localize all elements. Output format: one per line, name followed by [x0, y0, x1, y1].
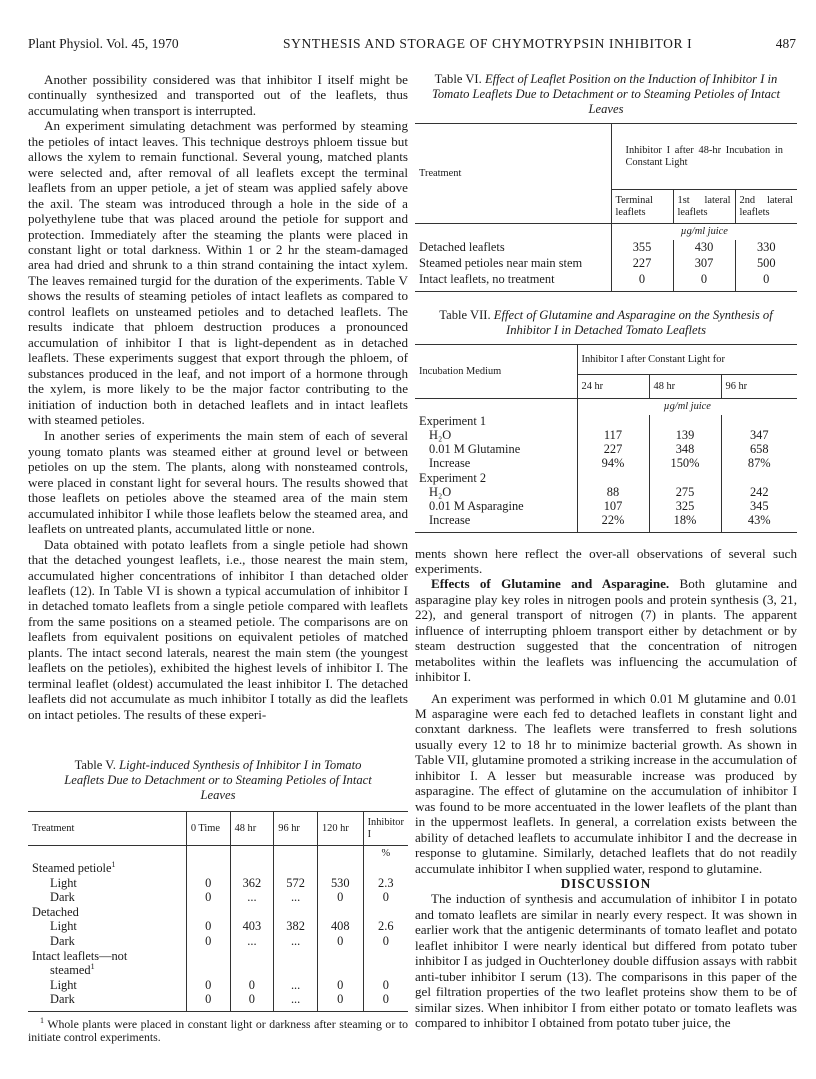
- table-cell: [649, 471, 721, 485]
- row-label: [28, 891, 186, 906]
- col-header: 48 hr: [230, 812, 274, 846]
- caption-text: Effect of Leaflet Position on the Induction of Inhibitor I in Tomato Leaflets Due to Detachment or to Steaming Petioles of Intact Leaves: [432, 72, 780, 116]
- paragraph-text: Both glutamine and asparagine play key roles in nitrogen pools and protein synthesis (3, 21, 22), and general transport of nitrogen (7) in plants. The apparent influence of interrupting phloem transport either by detachment or by steam destruction suggested that the concentration of nitrogen metabolites within the leaflets was influencing the accumulation of inhibitor I.: [415, 576, 797, 685]
- table-cell: [649, 415, 721, 429]
- table-vii: [415, 308, 797, 533]
- table-cell: 18%: [649, 514, 721, 528]
- group-header: Inhibitor I after 48-hr Incubation in Constant Light: [611, 124, 797, 190]
- row-label-text: Steamed petiole: [32, 861, 112, 876]
- table-cell: [186, 964, 230, 979]
- row-label: Detached leaflets: [419, 239, 505, 254]
- table-cell: 88: [577, 485, 649, 499]
- table-cell: 330: [735, 240, 797, 256]
- table-cell: 0: [363, 993, 408, 1008]
- table-cell: ...: [274, 993, 318, 1008]
- right-text: [415, 546, 797, 1031]
- row-label: H₂O: [429, 427, 452, 442]
- table-cell: 658: [721, 443, 797, 457]
- row-label-text: Intact leaflets—not: [32, 948, 128, 963]
- table-vi: [415, 72, 797, 292]
- col-header: Terminal leaflets: [611, 190, 673, 224]
- left-column: [28, 72, 408, 1045]
- table-vii-grid: [415, 344, 797, 533]
- table-cell: 0: [317, 993, 363, 1008]
- table-row: [28, 935, 408, 950]
- col-header: 48 hr: [649, 375, 721, 399]
- table-cell: [274, 964, 318, 979]
- table-cell: 94%: [577, 457, 649, 471]
- table-cell: 0: [673, 272, 735, 288]
- row-label: [28, 978, 186, 993]
- row-label: H₂O: [429, 484, 452, 499]
- table-row: [28, 920, 408, 935]
- table-row: [415, 429, 797, 443]
- table-cell: 0: [186, 978, 230, 993]
- table-cell: [363, 964, 408, 979]
- row-label: 0.01 M Glutamine: [429, 442, 521, 457]
- table-cell: [363, 905, 408, 920]
- paragraph: In another series of experiments the main stem of each of several young tomato plants was steamed either at ground level or between petioles on up the stem. The plants, along with nonsteamed controls, were placed in constant light for several hours. The results showed that those leaflets on petioles above the steamed area of the main stem accumulated inhibitor I while those leaflets below the steamed area, and leaflets on untreated plants, accumulated little or none.: [28, 428, 408, 537]
- table-cell: ...: [274, 891, 318, 906]
- caption-text: Effect of Glutamine and Asparagine on the Synthesis of Inhibitor I in Detached Tomato Leaflets: [493, 308, 773, 337]
- col-header: 2nd lateral leaflets: [735, 190, 797, 224]
- table-cell: 572: [274, 876, 318, 891]
- row-label-text: Light: [50, 977, 77, 992]
- table-cell: 408: [317, 920, 363, 935]
- table-cell: ...: [230, 935, 274, 950]
- table-cell: 0: [186, 891, 230, 906]
- section-heading: Effects of Glutamine and Asparagine.: [431, 576, 670, 592]
- col-header: 96 hr: [274, 812, 318, 846]
- table-cell: 150%: [649, 457, 721, 471]
- footnote-text: Whole plants were placed in constant light or darkness after steaming or to initiate control experiments.: [28, 1016, 409, 1045]
- table-cell: [363, 862, 408, 877]
- table-cell: 0: [186, 935, 230, 950]
- table-row: [415, 457, 797, 471]
- running-title: SYNTHESIS AND STORAGE OF CHYMOTRYPSIN INHIBITOR I: [283, 36, 693, 51]
- table-cell: 530: [317, 876, 363, 891]
- table-cell: [230, 905, 274, 920]
- table-cell: [317, 905, 363, 920]
- table-cell: 0: [317, 978, 363, 993]
- table-cell: 325: [649, 500, 721, 514]
- table-row: [28, 876, 408, 891]
- table-cell: 139: [649, 429, 721, 443]
- col-header: 96 hr: [721, 375, 797, 399]
- row-label: [28, 993, 186, 1008]
- row-label: Intact leaflets, no treatment: [419, 271, 555, 286]
- col-header: Treatment: [32, 822, 75, 834]
- table-cell: 403: [230, 920, 274, 935]
- table-row: [28, 993, 408, 1008]
- table-cell: 107: [577, 500, 649, 514]
- table-cell: 275: [649, 485, 721, 499]
- table-cell: 0: [186, 993, 230, 1008]
- table-cell: ...: [274, 935, 318, 950]
- row-label-text: Dark: [50, 890, 75, 905]
- row-label: Experiment 2: [419, 470, 487, 485]
- footnote-ref: 1: [90, 962, 95, 972]
- table-cell: 307: [673, 256, 735, 272]
- row-label: [28, 876, 186, 891]
- table-cell: 430: [673, 240, 735, 256]
- caption-label: Table VI.: [434, 72, 482, 86]
- footnote-ref: 1: [111, 859, 116, 869]
- caption-label: Table VII.: [439, 308, 491, 322]
- footnote-mark: 1: [40, 1016, 44, 1026]
- table-cell: 0: [735, 272, 797, 288]
- col-header: Treatment: [415, 124, 611, 224]
- table-cell: [721, 471, 797, 485]
- row-label: Increase: [429, 513, 471, 528]
- paragraph: An experiment was performed in which 0.01 M glutamine and 0.01 M asparagine were each fed to detached leaflets in constant light and conxtant darkness. The leaflets were transferred to fresh solutions usually every 12 to 18 hr to minimize bacterial growth. As shown in Table VII, glutamine promoted a striking increase in the accumulation of inhibitor I. A lesser but measurable increase was produced by asparagine. The effect of glutamine on the accumulation of inhibitor I was found to be more accentuated in the lower leaflets of the plant than in the uppermost leaflets. In general, a correlation exists between the ability of detached leaflets to accumulate inhibitor I and the decrease in response to glutamine. Similarly, detached leaflets that do not readily accumulate inhibitor I when supplied water, respond to glutamine.: [415, 690, 797, 876]
- row-label-text: Light: [50, 919, 77, 934]
- table-row: [28, 862, 408, 877]
- table-v-caption: [28, 758, 408, 803]
- table-cell: 348: [649, 443, 721, 457]
- table-row: [415, 514, 797, 528]
- table-cell: 362: [230, 876, 274, 891]
- table-cell: 0: [363, 891, 408, 906]
- caption-label: Table V.: [74, 758, 116, 773]
- table-vii-caption: [415, 308, 797, 338]
- caption-text: Light-induced Synthesis of Inhibitor I in Tomato Leaflets Due to Detachment or to Steaming Petioles of Intact Leaves: [64, 758, 372, 803]
- table-cell: 345: [721, 500, 797, 514]
- table-cell: 0: [363, 935, 408, 950]
- row-label: [28, 859, 186, 877]
- page-number: 487: [775, 36, 796, 51]
- table-vi-grid: [415, 123, 797, 292]
- table-row: [415, 415, 797, 429]
- col-header: Incubation Medium: [415, 345, 577, 399]
- table-row: [415, 272, 797, 288]
- paragraph: ments shown here reflect the over-all observations of several such experiments.: [415, 545, 797, 576]
- table-row: [28, 949, 408, 964]
- table-cell: [274, 862, 318, 877]
- paragraph: Another possibility considered was that inhibitor I itself might be continually synthesized and transported out of the leaflets, thus accumulating when transport is interrupted.: [28, 72, 408, 118]
- table-cell: [186, 862, 230, 877]
- paragraph: [415, 576, 797, 684]
- row-label-text: Dark: [50, 934, 75, 948]
- table-cell: 43%: [721, 514, 797, 528]
- table-vi-caption: [415, 72, 797, 117]
- table-cell: 0: [317, 891, 363, 906]
- paragraph: Data obtained with potato leaflets from a single petiole had shown that the detached youngest leaflets, i.e., those nearest the main stem, accumulated higher concentrations of inhibitor I than detached older leaflets (12). In Table VI is shown a typical accumulation of inhibitor I in detached tomato leaflets from a single petiole compared with leaflets from the same positions on a steamed petiole. The comparisons are on leaflets from equivalent positions on equivalent petioles of matched plants. The intact second laterals, nearest the main stem (the youngest leaflets on the petioles), exhibited the highest levels of inhibitor I. The terminal leaflet (oldest) accumulated the least inhibitor I. The detached leaflets did not accumulate as much inhibitor I totally as did the leaflets on intact petioles. The results of these experi-: [28, 536, 408, 722]
- table-cell: 242: [721, 485, 797, 499]
- table-cell: [186, 949, 230, 964]
- journal-citation: Plant Physiol. Vol. 45, 1970: [28, 36, 179, 51]
- table-cell: 355: [611, 240, 673, 256]
- table-cell: [186, 905, 230, 920]
- row-label: [28, 949, 186, 964]
- table-row: [415, 485, 797, 499]
- row-label-text: Detached: [32, 904, 79, 919]
- right-column: [415, 72, 797, 1031]
- paragraph: The induction of synthesis and accumulation of inhibitor I in potato and tomato leaflets are similar in nearly every respect. It was shown in earlier work that the antigenic determinants of tomato leaflet and potato leaflet inhibitor I were nearly identical but differed from potato tuber inhibitor I as judged in Ouchterloney double diffusion assays with rabbit anti-tuber inhibitor I serum (13). The comparisons in this paper of the gel filtration properties of the two leaflet proteins show them to be of similar sizes. When inhibitor I from either potato or tomato leaflets was compared to inhibitor I obtained from potato tuber juice, the: [415, 891, 797, 1031]
- row-label: Experiment 1: [419, 413, 487, 428]
- table-cell: [274, 949, 318, 964]
- table-row: [28, 905, 408, 920]
- table-cell: 0: [611, 272, 673, 288]
- page-header: [28, 36, 796, 54]
- table-cell: 347: [721, 429, 797, 443]
- col-header: 1st lateral leaflets: [673, 190, 735, 224]
- table-cell: ...: [230, 891, 274, 906]
- table-cell: [317, 964, 363, 979]
- table-cell: 2.6: [363, 920, 408, 935]
- table-cell: [230, 949, 274, 964]
- table-row: [415, 443, 797, 457]
- unit-label: µg/ml juice: [611, 224, 797, 240]
- paragraph: An experiment simulating detachment was performed by steaming the petioles of intact leaves. This technique destroys phloem tissue but allows the xylem to remain functional. Several young, matched plants were selected and, after removal of all leaflets except the terminal leaflets from an upper petiole, a jet of steam was applied safely above the axil. The steam was introduced through a hole in the side of a polyethylene tube that was placed around the petiole for support and protection. Immediately after the steaming the plants were placed in constant light or total darkness. Within 1 or 2 hr the steam-damaged area had dried and shrunk to a thin strand containing the intact xylem. The leaves remained turgid for the duration of the experiments. Table V shows the results of steaming petioles of intact leaflets as compared to control leaflets on unsteamed petioles and to detached leaflets. The results indicate that phloem destruction produces a pronounced accumulation of inhibitor I that is light-dependent as in detached leaflets. These experiments suggest that export through the phloem, of substances produced in the leaf, and not import of a hormone through the xylem, is more likely to be the major factor contributing to the initiation of induction both in detached leaflets and in intact leaflets with steamed petioles.: [28, 118, 408, 427]
- col-header: 0 Time: [186, 812, 230, 846]
- col-header: Inhibitor I: [363, 812, 408, 846]
- table-cell: [363, 949, 408, 964]
- col-header: 24 hr: [577, 375, 649, 399]
- table-cell: 0: [230, 993, 274, 1008]
- row-label-text: Light: [50, 875, 77, 890]
- row-label: [28, 964, 186, 979]
- table-cell: [230, 964, 274, 979]
- table-row: [415, 240, 797, 256]
- table-cell: 0: [317, 935, 363, 950]
- discussion-heading: DISCUSSION: [560, 876, 652, 892]
- table-cell: [317, 862, 363, 877]
- row-label: Increase: [429, 456, 471, 471]
- table-cell: 87%: [721, 457, 797, 471]
- col-header: 120 hr: [317, 812, 363, 846]
- table-row: [415, 256, 797, 272]
- table-cell: 0: [186, 920, 230, 935]
- table-row: [28, 964, 408, 979]
- table-cell: ...: [274, 978, 318, 993]
- table-v: [28, 758, 408, 1045]
- table-cell: [230, 862, 274, 877]
- row-label: [28, 905, 186, 920]
- table-cell: 500: [735, 256, 797, 272]
- table-cell: 22%: [577, 514, 649, 528]
- row-label-text: Dark: [50, 992, 75, 1007]
- unit-label: µg/ml juice: [577, 399, 797, 415]
- table-cell: 0: [230, 978, 274, 993]
- group-header: Inhibitor I after Constant Light for: [577, 345, 797, 375]
- table-cell: 227: [577, 443, 649, 457]
- table-cell: 382: [274, 920, 318, 935]
- table-row: [415, 471, 797, 485]
- row-label: Steamed petioles near main stem: [419, 255, 583, 270]
- table-cell: 0: [186, 876, 230, 891]
- table-v-grid: [28, 811, 408, 1012]
- table-cell: 0: [363, 978, 408, 993]
- table-cell: [577, 415, 649, 429]
- table-cell: 2.3: [363, 876, 408, 891]
- table-cell: [274, 905, 318, 920]
- row-label: [28, 920, 186, 935]
- table-cell: 227: [611, 256, 673, 272]
- row-label: 0.01 M Asparagine: [429, 498, 524, 513]
- unit-label: %: [363, 846, 408, 862]
- table-row: [28, 978, 408, 993]
- table-row: [415, 500, 797, 514]
- row-label: [28, 935, 186, 950]
- row-label-text: steamed: [50, 963, 91, 978]
- table-cell: [317, 949, 363, 964]
- table-row: [28, 891, 408, 906]
- table-v-footnote: [28, 1018, 408, 1045]
- table-cell: [721, 415, 797, 429]
- table-cell: [577, 471, 649, 485]
- table-cell: 117: [577, 429, 649, 443]
